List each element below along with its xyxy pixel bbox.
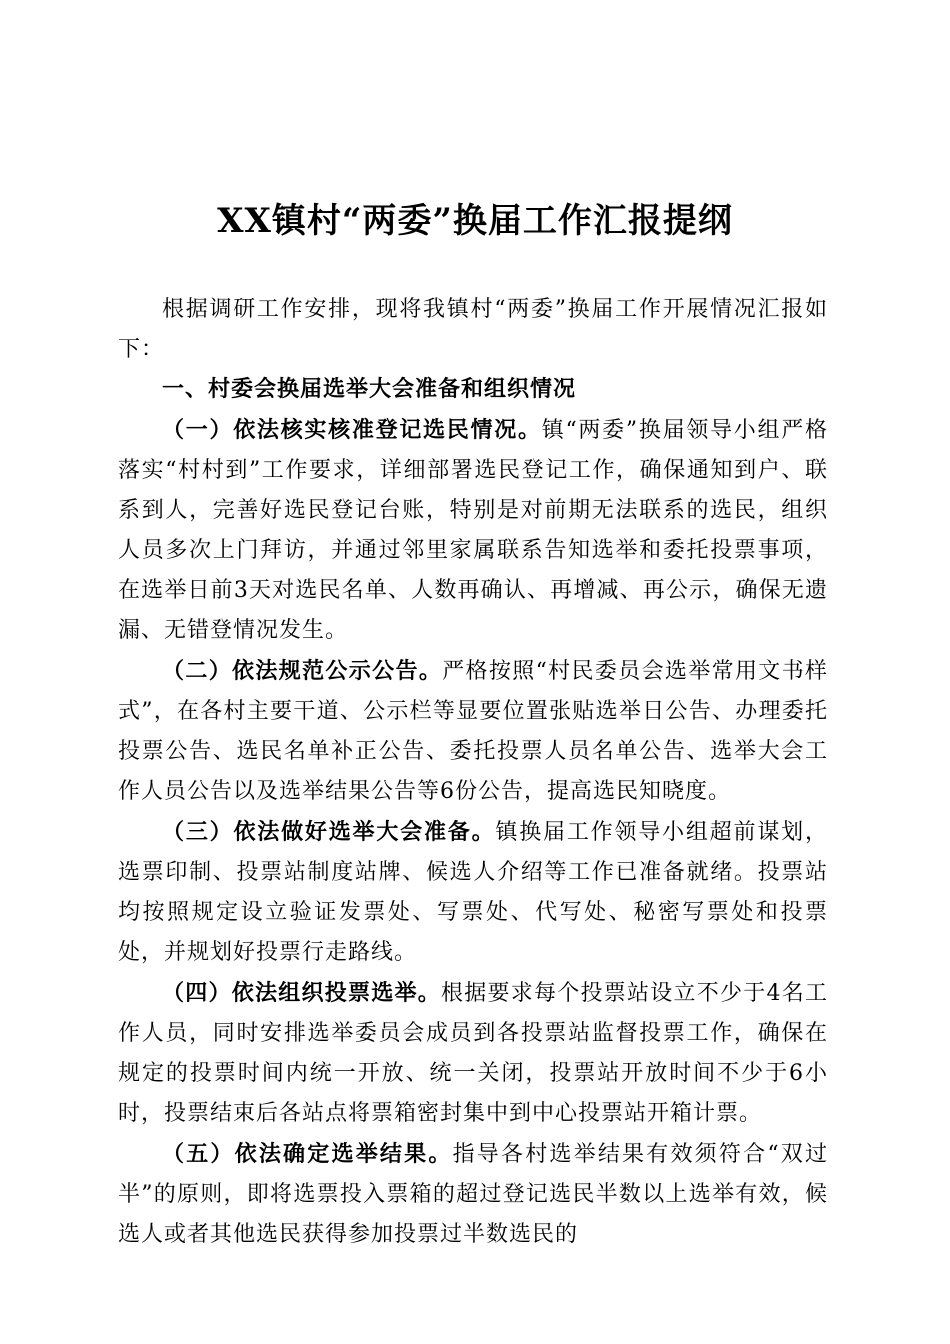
paragraph-3-text: 镇换届工作领导小组超前谋划，选票印制、投票站制度站牌、候选人介绍等工作已准备就绪。投票站均按照规定设立验证发票处、写票处、代写处、秘密写票处和投票处，并规划好投票行走路线。 xyxy=(118,820,828,965)
paragraph-5 xyxy=(118,1134,828,1255)
paragraph-2 xyxy=(118,651,828,812)
document-body xyxy=(118,290,828,1255)
paragraph-1-text: 镇“两委”换届领导小组严格落实“村村到”工作要求，详细部署选民登记工作，确保通知到户、联系到人，完善好选民登记台账，特别是对前期无法联系的选民，组织人员多次上门拜访，并通过邻里家属联系告知选举和委托投票事项，在选举日前3天对选民名单、人数再确认、再增减、再公示，确保无遗漏、无错登情况发生。 xyxy=(118,418,828,643)
document-title: XX镇村“两委”换届工作汇报提纲 xyxy=(217,201,733,241)
intro-paragraph: 根据调研工作安排，现将我镇村“两委”换届工作开展情况汇报如下： xyxy=(118,297,828,362)
paragraph-1-heading: （一）依法核实核准登记选民情况。 xyxy=(162,417,542,443)
paragraph-4-heading: （四）依法组织投票选举。 xyxy=(162,980,441,1006)
section-heading: 一、村委会换届选举大会准备和组织情况 xyxy=(162,377,577,402)
paragraph-2-heading: （二）依法规范公示公告。 xyxy=(162,658,443,684)
paragraph-4 xyxy=(118,973,828,1134)
paragraph-2-text: 严格按照“村民委员会选举常用文书样式”，在各村主要干道、公示栏等显要位置张贴选举日公告、办理委托投票公告、选民名单补正公告、委托投票人员名单公告、选举大会工作人员公告以及选举结果公告等6份公告，提高选民知晓度。 xyxy=(118,659,828,804)
paragraph-1 xyxy=(118,410,828,651)
paragraph-3-heading: （三）依法做好选举大会准备。 xyxy=(162,819,496,845)
paragraph-4-text: 根据要求每个投票站设立不少于4名工作人员，同时安排选举委员会成员到各投票站监督投票工作，确保在规定的投票时间内统一开放、统一关闭，投票站开放时间不少于6小时，投票结束后各站点将票箱密封集中到中心投票站开箱计票。 xyxy=(118,981,828,1126)
paragraph-5-heading: （五）依法确定选举结果。 xyxy=(162,1141,453,1167)
paragraph-3 xyxy=(118,812,828,973)
paragraph-5-text: 指导各村选举结果有效须符合“双过半”的原则，即将选票投入票箱的超过登记选民半数以上选举有效，候选人或者其他选民获得参加投票过半数选民的 xyxy=(118,1142,828,1247)
